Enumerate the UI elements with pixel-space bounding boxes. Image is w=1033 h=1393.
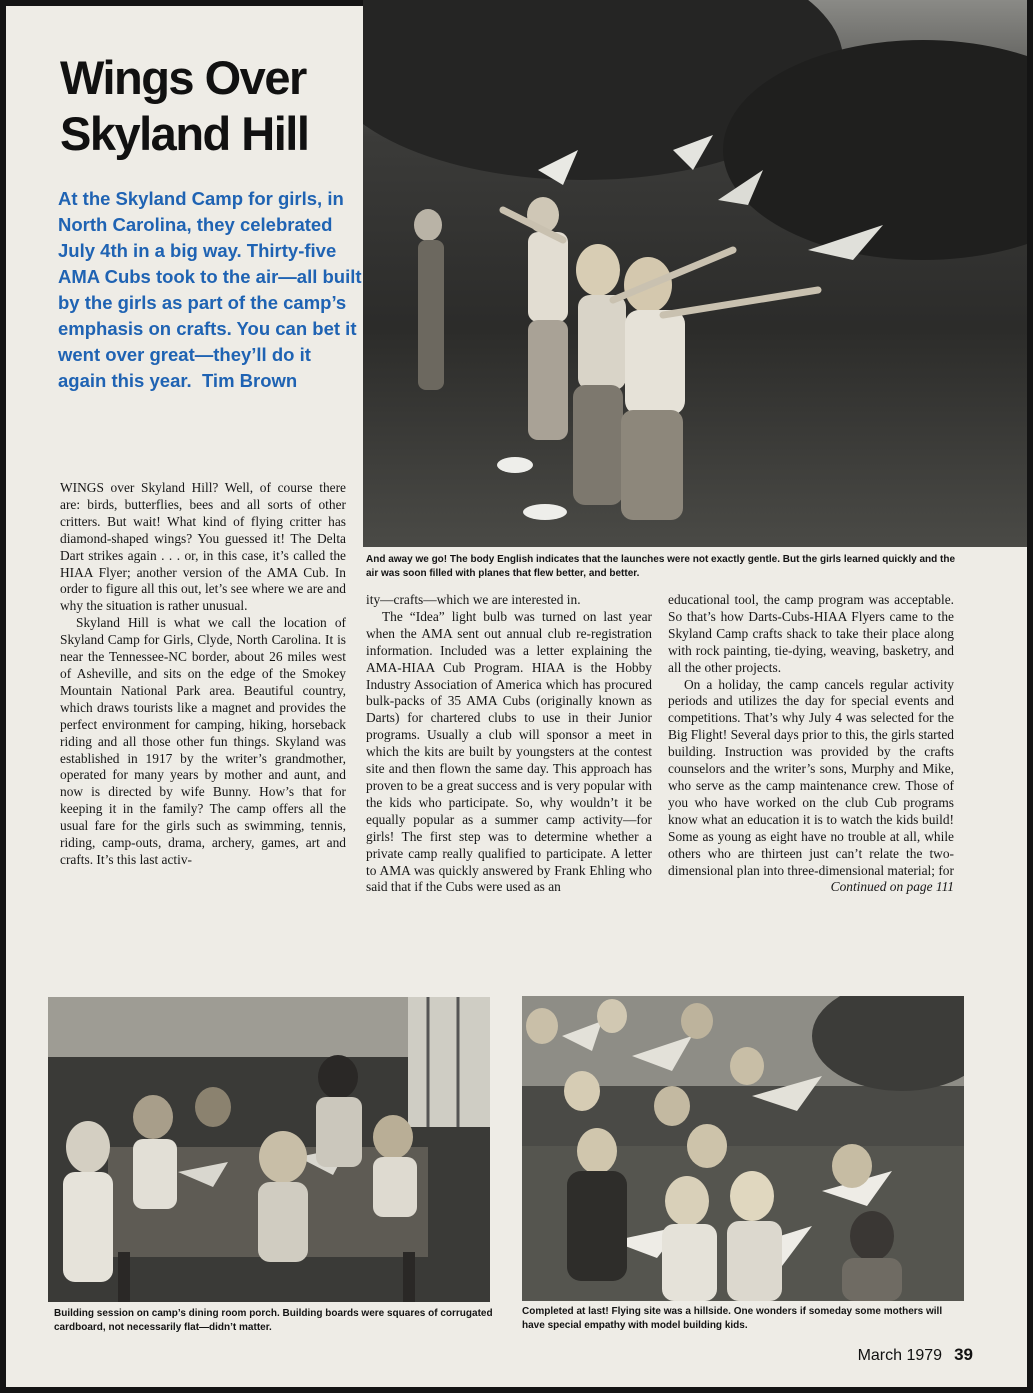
continued-notice: Continued on page 111 bbox=[830, 879, 954, 895]
title-line-1: Wings Over bbox=[60, 51, 306, 104]
paragraph: ity—crafts—which we are interested in. bbox=[366, 592, 581, 607]
caption-building-session: Building session on camp’s dining room porch. Building boards were squares of corrugated cardboard, not necessarily flat—didn’t matter. bbox=[54, 1308, 493, 1333]
author-byline: Tim Brown bbox=[201, 370, 298, 391]
paragraph: educational tool, the camp program was acceptable. So that’s how Darts-Cubs-HIAA Flyers came to the Skyland Camp crafts shack to take their place along with rock painting, tie-dying, weaving, basketry, and all the other projects. bbox=[668, 592, 954, 675]
body-column-3 bbox=[668, 592, 954, 896]
page-folio bbox=[803, 1345, 973, 1365]
photo-girls-launching-gliders bbox=[363, 0, 1027, 547]
issue-date: March 1979 bbox=[857, 1347, 943, 1364]
body-column-2 bbox=[366, 592, 652, 896]
photo-building-session bbox=[48, 997, 490, 1302]
paragraph: The “Idea” light bulb was turned on last year when the AMA sent out annual club re-registration information. Included was a letter explaining the AMA-HIAA Cub Program. HIAA is the Hobby Industry Association of America which has procured bulk-packs of 35 AMA Cubs (originally known as Darts) for chartered clubs to use in their Junior programs. Usually a club will sponsor a meet in which the kits are built by youngsters at the contest site and then flown the same day. This approach has proven to be a great success and is very popular with the kids who participate. So, why wouldn’t it be equally popular as a summer camp activity—for girls! The first step was to determine whether a private camp really qualified to participate. A letter to AMA was quickly answered by Frank Ehling who said that if the Cubs were used as an bbox=[366, 608, 652, 895]
page-number: 39 bbox=[954, 1345, 973, 1364]
title-line-2: Skyland Hill bbox=[60, 107, 309, 160]
body-column-1 bbox=[60, 480, 346, 869]
photo-launch-scene bbox=[363, 0, 1027, 547]
article-deck bbox=[58, 186, 363, 394]
paragraph: Skyland Hill is what we call the location of Skyland Camp for Girls, Clyde, North Carolina. It is near the Tennessee-NC border, about 26 miles west of Asheville, and sits on the edge of the Smokey Mountain National Park area. Beautiful country, which draws tourists like a magnet and provides the perfect environment for camping, hiking, horseback riding and all those other fun things. Skyland was established in 1917 by the writer’s grandmother, operated for many years by mother and aunt, and now is directed by wife Bunny. How’s that for keeping it in the family? The camp offers all the usual fare for the girls such as swimming, tennis, riding, camp-outs, drama, archery, games, art and crafts. It’s this last activ- bbox=[60, 615, 346, 867]
photo-porch-scene bbox=[48, 997, 490, 1302]
photo-completed-planes bbox=[522, 996, 964, 1301]
caption-main-photo: And away we go! The body English indicates that the launches were not exactly gentle. But the girls learned quickly and the air was soon filled with planes that flew better, and better. bbox=[366, 554, 956, 579]
photo-hillside-group bbox=[522, 996, 964, 1301]
article-title bbox=[60, 50, 360, 162]
paragraph: On a holiday, the camp cancels regular activity periods and utilizes the day for special events and competitions. That’s why July 4 was selected for the Big Flight! Several days prior to this, the girls started building. Instruction was provided by the crafts counselors and the writer’s sons, Murphy and Mike, who serve as the camp maintenance crew. Those of you who have worked on the club Cub programs know what an education it is to watch the kids build! Some as young as eight have no trouble at all, while others who are thirteen just can’t relate the two-dimensional plan into three-dimensional material; for bbox=[668, 676, 954, 878]
caption-completed-planes: Completed at last! Flying site was a hillside. One wonders if someday some mothers will have special empathy with model building kids. bbox=[522, 1306, 943, 1331]
deck-text: At the Skyland Camp for girls, in North Carolina, they celebrated July 4th in a big way. Thirty-five AMA Cubs took to the air—all built by the girls as part of the camp’s emphasis on crafts. You can bet it went over great—they’ll do it again this year. bbox=[58, 188, 362, 391]
paragraph: WINGS over Skyland Hill? Well, of course there are: birds, butterflies, bees and all sorts of other critters. But wait! What kind of flying critter has diamond-shaped wings? You guessed it! The Delta Dart strikes again . . . or, in this case, it’s called the HIAA Flyer; another version of the AMA Cub. In order to figure all this out, let’s see where we are and why the situation is rather unusual. bbox=[60, 480, 346, 614]
